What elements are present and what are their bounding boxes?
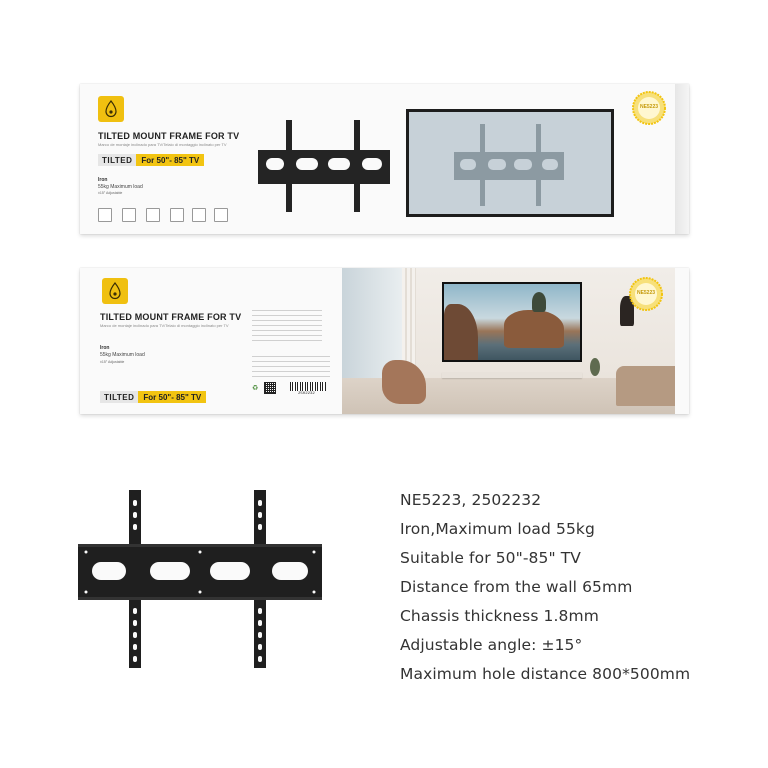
material-label: Iron bbox=[98, 177, 108, 183]
box-back-title: TILTED MOUNT FRAME FOR TV bbox=[100, 312, 242, 322]
feature-icon-1 bbox=[98, 208, 112, 222]
back-size-label: For 50"- 85" TV bbox=[138, 391, 206, 403]
package-back bbox=[80, 268, 689, 414]
barcode-icon bbox=[290, 382, 326, 391]
qr-code-icon bbox=[264, 382, 276, 394]
recycle-icon: ♻ bbox=[252, 384, 259, 392]
tv-rock-island bbox=[504, 310, 564, 348]
box-side-flap bbox=[675, 84, 689, 234]
tv-console bbox=[442, 372, 582, 378]
lounge-chair bbox=[382, 360, 426, 404]
logo-drop-icon bbox=[98, 96, 124, 122]
feature-icon-3 bbox=[146, 208, 160, 222]
barcode-number: 2502232 bbox=[298, 392, 315, 396]
tv-landscape-picture bbox=[444, 284, 580, 360]
load-label: 55kg Maximum load bbox=[98, 184, 143, 190]
spec-chassis-thickness: Chassis thickness 1.8mm bbox=[400, 607, 599, 625]
tv-tree bbox=[532, 292, 546, 312]
back-material-label: Iron bbox=[100, 345, 110, 351]
feature-icon-5 bbox=[192, 208, 206, 222]
adjust-label: ±15° Adjustable bbox=[98, 191, 123, 195]
back-load-label: 55kg Maximum load bbox=[100, 352, 145, 358]
spec-adjustable-angle: Adjustable angle: ±15° bbox=[400, 636, 583, 654]
living-room-photo bbox=[342, 268, 675, 414]
box-back-subtitle: Marco de montaje inclinado para TV/Telaio di montaggio inclinato per TV bbox=[100, 323, 229, 328]
box-subtitle: Marco de montaje inclinado para TV/Telaio di montaggio inclinato per TV bbox=[98, 142, 227, 147]
box-title: TILTED MOUNT FRAME FOR TV bbox=[98, 131, 240, 141]
mount-illustration-small bbox=[258, 120, 390, 212]
address-text-block bbox=[252, 356, 290, 378]
logo-drop-icon bbox=[102, 278, 128, 304]
spec-list bbox=[400, 486, 690, 689]
back-seal-code: NE5223 bbox=[636, 290, 656, 296]
tilted-label: TILTED bbox=[98, 154, 136, 166]
plant bbox=[590, 358, 600, 376]
back-adjust-label: ±15° Adjustable bbox=[100, 360, 125, 364]
feature-icon-6 bbox=[214, 208, 228, 222]
feature-icon-2 bbox=[122, 208, 136, 222]
tv-mount-product-photo bbox=[78, 490, 322, 668]
spec-material-load: Iron,Maximum load 55kg bbox=[400, 520, 595, 538]
seal-code: NE5223 bbox=[639, 104, 659, 110]
size-label: For 50"- 85" TV bbox=[136, 154, 204, 166]
mount-on-tv-illustration bbox=[454, 124, 564, 206]
sofa bbox=[616, 366, 675, 406]
back-tilted-label: TILTED bbox=[100, 391, 138, 403]
importer-text-block bbox=[290, 356, 330, 378]
spec-hole-distance: Maximum hole distance 800*500mm bbox=[400, 665, 691, 683]
spec-model: NE5223, 2502232 bbox=[400, 491, 542, 509]
feature-icon-4 bbox=[170, 208, 184, 222]
back-size-tag bbox=[100, 391, 206, 403]
tv-rock-left bbox=[444, 304, 478, 360]
multilang-text-block bbox=[252, 310, 322, 344]
wall-mounted-tv bbox=[442, 282, 582, 362]
size-tag bbox=[98, 154, 204, 166]
spec-wall-distance: Distance from the wall 65mm bbox=[400, 578, 633, 596]
spec-tv-size: Suitable for 50"-85" TV bbox=[400, 549, 581, 567]
package-front bbox=[80, 84, 689, 234]
